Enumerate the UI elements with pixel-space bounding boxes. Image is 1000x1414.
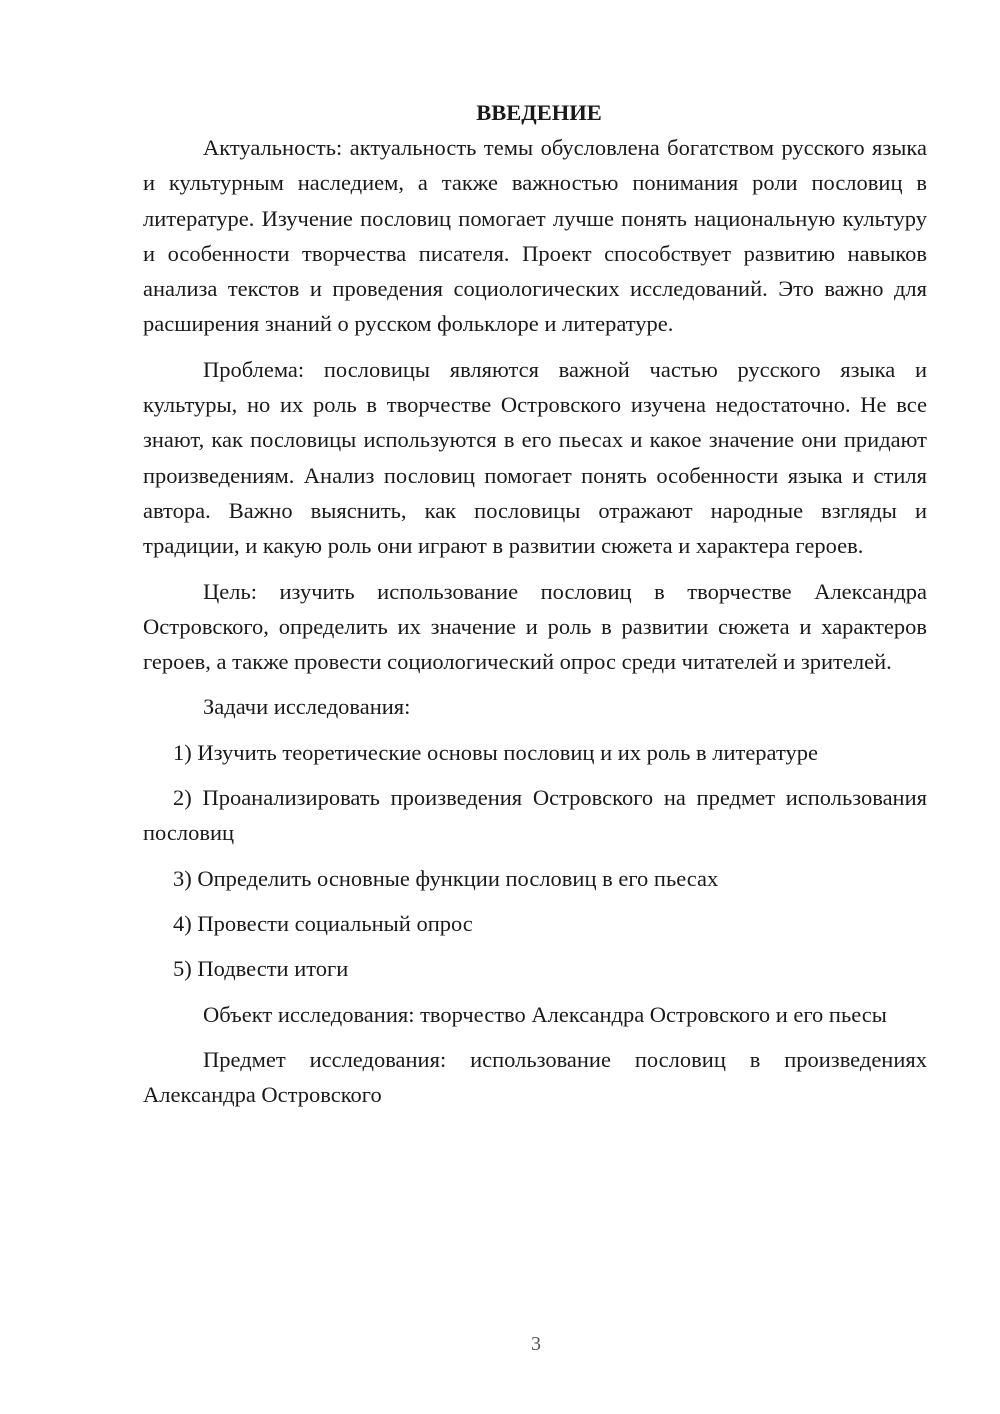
- page-title: ВВЕДЕНИЕ: [476, 100, 602, 125]
- paragraph-subject: Предмет исследования: использование пословиц в произведениях Александра Островского: [143, 1046, 927, 1108]
- page-content: [143, 95, 927, 1112]
- paragraph-object: Объект исследования: творчество Александра Островского и его пьесы: [203, 1001, 887, 1027]
- page-number: 3: [531, 1333, 541, 1355]
- paragraph-goal: Цель: изучить использование пословиц в творчестве Александра Островского, определить их значение и роль в развитии сюжета и характеров героев, а также провести социологический опрос среди читателей и зрителей.: [143, 578, 927, 675]
- tasks-heading: Задачи исследования:: [203, 694, 411, 720]
- task-item-5: 5) Подвести итоги: [173, 956, 349, 982]
- task-item-4: 4) Провести социальный опрос: [173, 910, 473, 936]
- paragraph-relevance: Актуальность: актуальность темы обусловлена богатством русского языка и культурным наследием, а также важностью понимания роли пословиц в литературе. Изучение пословиц помогает лучше понять национальную культуру и особенности творчества писателя. Проект способствует развитию навыков анализа текстов и проведения социологических исследований. Это важно для расширения знаний о русском фольклоре и литературе.: [143, 135, 927, 337]
- task-item-2: 2) Проанализировать произведения Островского на предмет использования пословиц: [143, 785, 927, 846]
- paragraph-problem: Проблема: пословицы являются важной частью русского языка и культуры, но их роль в творчестве Островского изучена недостаточно. Не все знают, как пословицы используются в его пьесах и какое значение они придают произведениям. Анализ пословиц помогает понять особенности языка и стиля автора. Важно выяснить, как пословицы отражают народные взгляды и традиции, и какую роль они играют в развитии сюжета и характера героев.: [143, 356, 927, 559]
- task-item-1: 1) Изучить теоретические основы пословиц и их роль в литературе: [173, 739, 818, 765]
- task-item-3: 3) Определить основные функции пословиц в его пьесах: [173, 865, 719, 891]
